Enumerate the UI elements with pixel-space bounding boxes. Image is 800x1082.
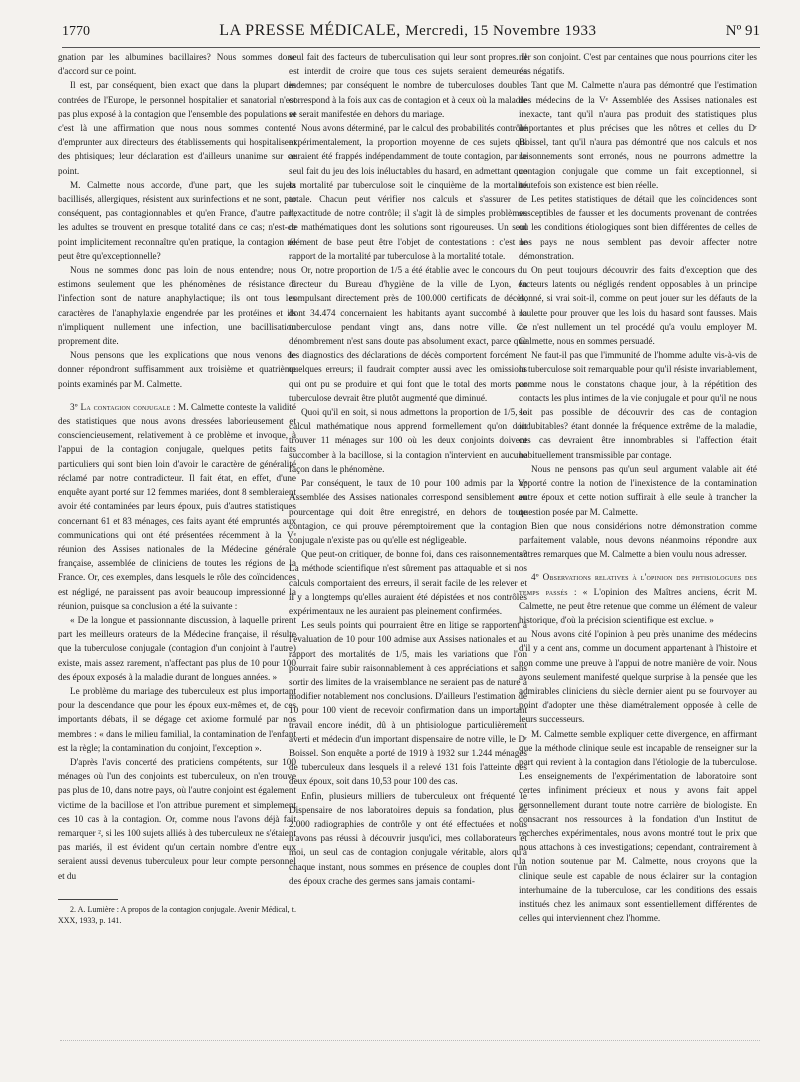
page-header	[62, 22, 760, 48]
paragraph: Nous avons cité l'opinion à peu près unanime des médecins d'il y a cent ans, comme un document appartenant à l'histoire et non comme une preuve à l'appui de notre manière de voir. Nous avons seulement manifesté quelque surprise à la pensée que les admirables cliniciens du siècle dernier aient pu se fourvoyer au point d'adopter une thèse diamétralement opposée à celle de leurs successeurs.	[519, 629, 757, 725]
paragraph: On peut toujours découvrir des faits d'exception que des facteurs latents ou négligés rendent opposables à un principe donné, si vrai soit-il, comme on peut jouer sur les défauts de la roulette pour prouver que les lois du hasard sont fausses. Mais ce n'est nullement un tel procédé qu'a voulu employer M. Calmette, nous en sommes persuadé.	[519, 265, 757, 347]
paragraph: gnation par les albumines bacillaires? Nous sommes donc d'accord sur ce point.	[58, 52, 296, 77]
paragraph: Il est, par conséquent, bien exact que dans la plupart des contrées de l'Europe, le personnel hospitalier et sanatorial n'est pas plus exposé à la contagion que l'ensemble des populations et c'est là une affirmation que nous nous sommes contenté d'emprunter aux directeurs des établissements qui hospitalisent des phtisiques; leur déclaration est d'ailleurs unanime sur ce point.	[58, 80, 296, 176]
paragraph: Or, notre proportion de 1/5 a été établie avec le concours du directeur du Bureau d'hygiène de la ville de Lyon, en compulsant directement près de 100.000 certificats de décès, dont 34.474 concernaient les habitants ayant succombé à la tuberculose pendant vingt ans, dans notre ville. Ce dénombrement n'est sans doute pas absolument exact, parce que les diagnostics des déclarations de décès comportent forcément quelques erreurs; il faudrait compter aussi avec les omissions qui ont pu se produire et qui font que le total des morts par tuberculose devrait être plutôt augmenté que diminué.	[289, 265, 527, 403]
paragraph-text: : M. Calmette conteste la validité des statistiques que nous avons dressées laborieusement et consciencieusement, relativement à ce problème et invoque, à l'appui de la contagion conjugale, quelques petits faits particuliers qui sont bien loin d'avoir le caractère de généralité réclamé par notre contradicteur. Il fait état, en effet, d'une enquête ayant porté sur 12 femmes mariées, dont 8 sembleraient avoir été contaminées par leurs époux, puis d'autres statistiques concernant 61 et 83 ménages, ces faits ayant été empruntés aux communications qui ont été présentées récemment à la Vᵉ réunion des Assises nationales de la Médecine générale française, assemblée de cliniciens de toutes les régions de la France. Or, ces exemples, dans lesquels le rôle des coïncidences est négligé, ne paraissent pas avoir beaucoup impressionné la réunion, puisque sa conclusion a été la suivante :	[58, 401, 296, 611]
footnote-divider	[58, 899, 118, 900]
paragraph: Ne faut-il pas que l'immunité de l'homme adulte vis-à-vis de la tuberculose soit remarquable pour qu'il résiste invariablement, comme nous le constatons chaque jour, à la répétition des contacts les plus intimes de la vie conjugale et pour qu'il ne nous soit pas possible de découvrir des cas de contagion indubitables? étant donnée la fréquence extrême de la maladie, ces cas devraient être innombrables si l'affection était habituellement transmissible par contage.	[519, 350, 757, 460]
paragraph: Bien que nous considérions notre démonstration comme parfaitement valable, nous devons néanmoins répondre aux autres remarques que M. Calmette a bien voulu nous adresser.	[519, 520, 757, 560]
paragraph: Nous avons déterminé, par le calcul des probabilités contrôlé expérimentalement, la proportion moyenne de ces sujets qui auraient été frappés indépendamment de toute contagion, par le seul fait du jeu des lois inéluctables du hasard, en admettant que la mortalité par tuberculose soit le cinquième de la mortalité totale. Chacun peut vérifier nos calculs et s'assurer de l'exactitude de notre contrôle; il s'agit là de simples problèmes de mathématiques dont les solutions sont rigoureuses. Un seul élément de base peut être l'objet de contestations : c'est le rapport de la mortalité par tuberculose à la mortalité totale.	[289, 123, 527, 261]
page-bottom-rule	[60, 1040, 760, 1041]
paragraph: Quoi qu'il en soit, si nous admettons la proportion de 1/5, le calcul mathématique nous apprend formellement qu'on doit trouver 11 ménages sur 100 où les deux conjoints doivent succomber à la bacillose, si la contagion n'intervient en aucune façon dans le phénomène.	[289, 407, 527, 474]
paragraph: Tant que M. Calmette n'aura pas démontré que l'estimation des médecins de la Vᵉ Assemblée des Assises nationales est inexacte, tant qu'il n'aura pas produit des statistiques plus importantes et plus précises que les nôtres et celles du Dʳ Boissel, tant qu'il n'aura pas démontré que nos calculs et nos raisonnements sont erronés, nous ne pourrons admettre la contagion conjugale que comme un fait exceptionnel, si toutefois son existence est bien réelle.	[519, 80, 757, 190]
section-heading: 3º La contagion conjugale	[70, 401, 171, 412]
issue-number: Nº 91	[725, 23, 760, 39]
paragraph: M. Calmette nous accorde, d'une part, que les sujets bacillisés, allergiques, résistent aux surinfections et ne sont, par conséquent, pas contagionnables et qu'en France, d'autre part, les adultes se trouvent en presque totalité dans ce cas; n'est-ce point implicitement reconnaître qu'en pratique, la contagion ne peut être qu'exceptionnelle?	[58, 179, 296, 261]
paragraph: Nous pensons que les explications que nous venons de donner répondront suffisamment aux troisième et quatrième points examinés par M. Calmette.	[58, 350, 296, 389]
paragraph: Nous ne pensons pas qu'un seul argument valable ait été apporté contre la notion de l'inexistence de la contamination entre époux et cette notion suffirait à elle seule à trancher la question posée par M. Calmette.	[519, 463, 757, 517]
issue-date: Mercredi, 15 Novembre 1933	[405, 23, 597, 39]
paragraph: D'après l'avis concerté des praticiens compétents, sur 100 ménages où l'un des conjoints est tuberculeux, on n'en trouve pas plus de 10, dans notre pays, où l'autre conjoint est également victime de la bacillose et l'on attribue purement et simplement ces 10 cas à la contagion. Or, comme nous l'avons déjà fait remarquer ², si les 100 sujets alliés à des tuberculeux ne s'étaient pas mariés, il est évident qu'un certain nombre d'entre eux seraient aussi devenus tuberculeux pour leur compte personnel et du	[58, 756, 296, 881]
page-number: 1770	[62, 24, 90, 39]
column-2	[289, 50, 527, 888]
journal-name: LA PRESSE MÉDICALE,	[219, 22, 401, 39]
section-paragraph	[58, 400, 296, 613]
paragraph: Par conséquent, le taux de 10 pour 100 admis par la Vᵉ Assemblée des Assises nationales correspond sensiblement au pourcentage qui doit être enregistré, en dehors de toute contagion, ce qui prouve péremptoirement que la contagion conjugale n'existe pas ou qu'elle est négligeable.	[289, 478, 527, 545]
column-1	[58, 50, 296, 926]
section-heading: 4º Observations relatives à l'opinion des phtisiologues des temps passés	[519, 572, 757, 597]
paragraph: Le problème du mariage des tuberculeux est plus important pour la descendance que pour les époux eux-mêmes et, de ces importants débats, il se dégage cet axiome formulé par nos membres : « dans le milieu familial, la contamination de l'enfant est la règle; la contamination du conjoint, l'exception ».	[58, 685, 296, 753]
paragraph: ner son conjoint. C'est par centaines que nous pourrions citer les cas négatifs.	[519, 52, 757, 77]
column-3	[519, 50, 757, 925]
paragraph: Les petites statistiques de détail que les coïncidences sont susceptibles de fausser et les documents provenant de contrées où les conditions étiologiques sont bien différentes de celles de nos pays ne nous semblent pas devoir affecter notre démonstration.	[519, 194, 757, 261]
paragraph: Les seuls points qui pourraient être en litige se rapportent à l'évaluation de 10 pour 100 admise aux Assises nationales et au rapport des mortalités de 1/5, mais les variations que l'on pourrait faire subir raisonnablement à ces appréciations et sans sortir des limites de la vraisemblance ne seraient pas de nature à modifier notablement nos conclusions. D'ailleurs l'estimation de 10 pour 100 vient de recevoir confirmation dans un important travail encore inédit, dû à un phtisiologue particulièrement averti et médecin d'un important dispensaire de notre ville, le Dʳ Boissel. Son enquête a porté de 1919 à 1932 sur 1.244 ménages de tuberculeux dans lesquels il a relevé 131 fois l'atteinte des deux époux, soit dans 10,53 pour 100 des cas.	[289, 620, 527, 787]
paragraph: Enfin, plusieurs milliers de tuberculeux ont fréquenté le Dispensaire de nos laboratoires depuis sa fondation, plus de 2.000 radiographies de contrôle y ont été effectuées et nous n'avons pas réussi à découvrir jusqu'ici, mes collaborateurs et moi, un seul cas de contagion conjugale véritable, alors qu'à chaque instant, nous sommes en présence de couples dont l'un des époux crache des germes sans jamais contami-	[289, 790, 527, 886]
paragraph: Nous ne sommes donc pas loin de nous entendre; nous estimons seulement que les phénomènes de résistance à l'infection sont de nature anaphylactique; ils ont tous les caractères de l'anaphylaxie engendrée par les protéines et ils n'impliquent nullement une infection, une bacillisation proprement dite.	[58, 265, 296, 347]
paragraph: seul fait des facteurs de tuberculisation qui leur sont propres. Il est interdit de croire que tous ces sujets seraient demeurés indemnes; par conséquent le nombre de tuberculoses doubles correspond à la fois aux cas de contagion et à ceux où la maladie se serait manifestée en dehors du mariage.	[289, 52, 528, 119]
paragraph-text: : « L'opinion des Maîtres anciens, écrit M. Calmette, ne peut être retenue que comme un élément de valeur historique, d'où la précision scientifique est exclue. »	[519, 586, 757, 625]
paragraph: Que peut-on critiquer, de bonne foi, dans ces raisonnements? La méthode scientifique n'est sûrement pas attaquable et si nos calculs comportaient des erreurs, il serait facile de les relever et il y a longtemps qu'elles auraient été dépistées et nos contrôles expérimentaux ne les auraient pas pleinement confirmées.	[289, 549, 527, 616]
footnote: 2. A. Lumière : A propos de la contagion conjugale. Avenir Médical, t. XXX, 1933, p. 141.	[58, 904, 296, 925]
section-paragraph	[519, 570, 757, 627]
journal-title	[219, 22, 596, 40]
paragraph: M. Calmette semble expliquer cette divergence, en affirmant que la méthode clinique seule est incapable de renseigner sur la part qui revient à la contagion dans l'étiologie de la tuberculose. Les enseignements de l'expérimentation de laboratoire sont certes infiniment précieux et nous y avons fait appel personnellement durant toute notre carrière de biologiste. En consacrant nos ressources à la fondation d'un Institut de recherches expérimentales, nous avons montré tout le prix que nous attachons à ces investigations; cependant, contrairement à la notion soutenue par M. Calmette, nous croyons que la clinique seule est capable de nous éclairer sur la contagion interhumaine de la tuberculose, car les conditions des essais institués chez les animaux sont essentiellement différentes de celles qui interviennent chez l'homme.	[519, 728, 757, 924]
quotation: « De la longue et passionnante discussion, à laquelle prirent part les meilleurs orateurs de la Médecine française, il résulte que la tuberculose conjugale (contagion d'un conjoint à l'autre) existe, mais assez rarement, n'affectant pas plus de 10 pour 100 des époux exposés à la maladie durant de longues années. »	[58, 614, 296, 682]
